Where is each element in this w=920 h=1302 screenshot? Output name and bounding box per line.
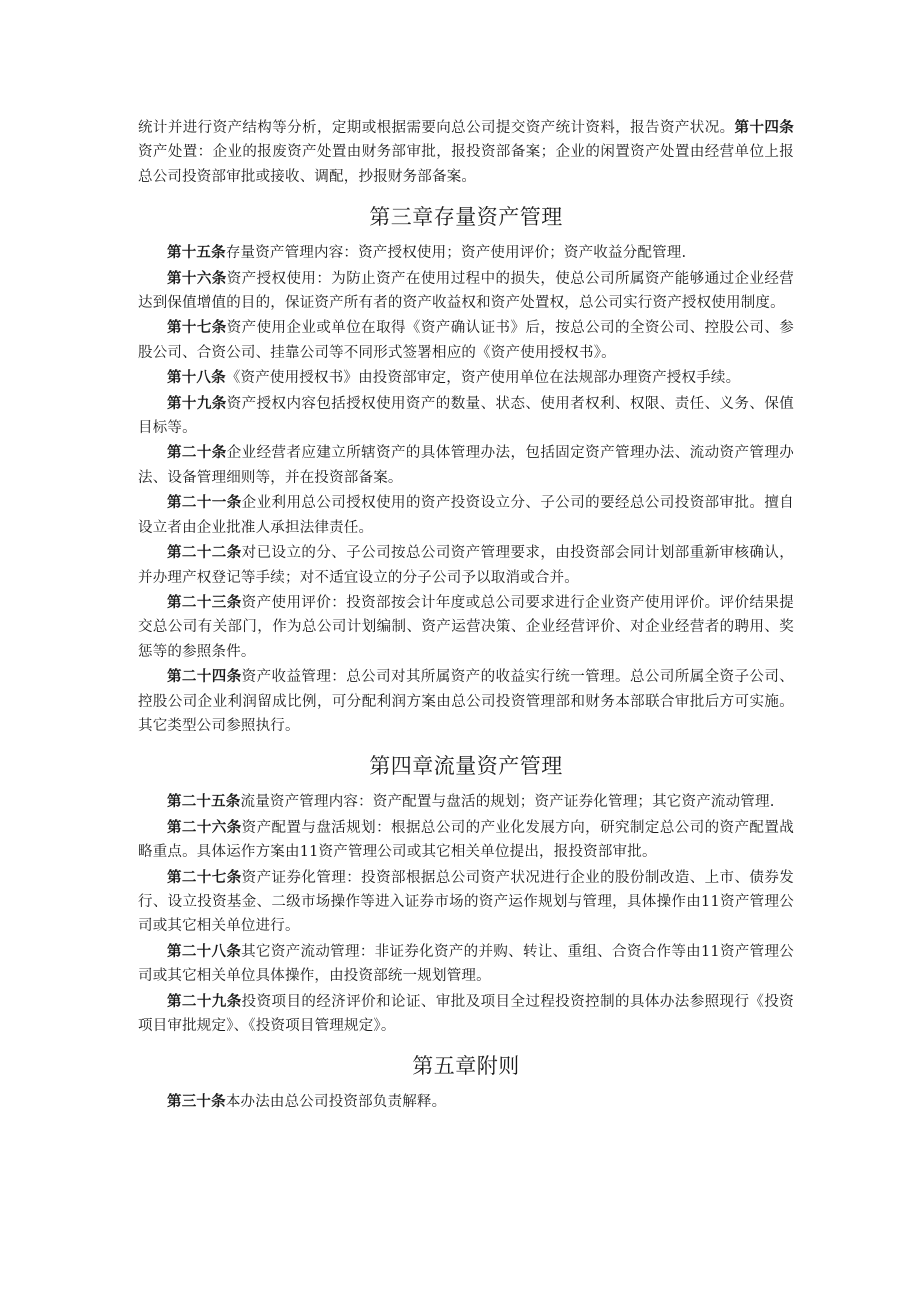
article-label: 第二十四条 [167,668,242,686]
article-16 [138,267,794,316]
article-label: 第十八条 [167,369,226,387]
article-label: 第二十条 [167,444,227,462]
article-29 [138,990,794,1039]
article-label: 第二十三条 [167,593,242,611]
article-text: 资产使用企业或单位在取得《资产确认证书》后，按总公司的全资公司、控股公司、参股公司、合资公司、挂靠公司等不同形式签署相应的《资产使用授权书》。 [138,320,794,361]
article-23 [138,591,794,664]
article-text: 资产收益管理：总公司对其所属资产的收益实行统一管理。总公司所属全资子公司、控股公司企业利润留成比例，可分配利润方案由总公司投资管理部和财务本部联合审批后方可实施。其它类型公司参照执行。 [138,669,794,734]
article-28 [138,940,794,989]
article-26 [138,816,794,865]
article-text: 本办法由总公司投资部负责解释。 [225,1094,447,1111]
intro-text: 统计并进行资产结构等分析，定期或根据需要向总公司提交资产统计资料，报告资产状况。 [138,120,735,136]
document-body [138,116,794,1116]
article-text: 资产授权内容包括授权使用资产的数量、状态、使用者权利、权限、责任、义务、保值目标等。 [138,395,794,437]
article-label: 第二十一条 [167,494,242,512]
article-24 [138,665,794,738]
article-30 [138,1090,794,1114]
article-label: 第二十二条 [167,544,242,562]
article-15 [138,241,794,265]
article-25 [138,790,794,814]
article-text: 资产授权使用：为防止资产在使用过程中的损失，使总公司所属资产能够通过企业经营达到保值增值的目的，保证资产所有者的资产收益权和资产处置权，总公司实行资产授权使用制度。 [138,270,794,312]
chapter-5-title: 第五章附则 [412,1054,520,1079]
article-text: 投资项目的经济评价和论证、审批及项目全过程投资控制的具体办法参照现行《投资项目审批规定》、《投资项目管理规定》。 [138,993,794,1034]
article-text: 其它资产流动管理：非证券化资产的并购、转让、重组、合资合作等由11资产管理公司或其它相关单位具体操作，由投资部统一规划管理。 [138,943,794,985]
article-label: 第二十九条 [167,992,242,1010]
chapter-3-title: 第三章存量资产管理 [369,205,563,230]
article-text: 企业经营者应建立所辖资产的具体管理办法，包括固定资产管理办法、流动资产管理办法、设备管理细则等，并在投资部备案。 [138,445,794,486]
article-text: 对已设立的分、子公司按总公司资产管理要求，由投资部会同计划部重新审核确认，并办理产权登记等手续；对不适宜设立的分子公司予以取消或合并。 [138,545,794,586]
article-text: 资产配置与盘活规划：根据总公司的产业化发展方向，研究制定总公司的资产配置战略重点。具体运作方案由11资产管理公司或其它相关单位提出，报投资部审批。 [138,819,794,861]
article-label: 第三十条 [167,1093,226,1111]
article-text: 《资产使用授权书》由投资部审定，资产使用单位在法规部办理资产授权手续。 [225,370,741,387]
article-27 [138,866,794,939]
article-21 [138,491,794,540]
article-text: 企业利用总公司授权使用的资产投资设立分、子公司的要经总公司投资部审批。擅自设立者由企业批准人承担法律责任。 [138,495,794,536]
article-label: 第二十六条 [167,818,242,836]
article-label: 第二十八条 [167,942,242,960]
article-label: 第十九条 [167,394,227,412]
intro-paragraph [138,116,794,189]
article-19 [138,392,794,441]
article-text: 资产使用评价：投资部按会计年度或总公司要求进行企业资产使用评价。评价结果提交总公司有关部门，作为总公司计划编制、资产运营决策、企业经营评价、对企业经营者的聘用、奖惩等的参照条件。 [138,594,794,660]
chapter-4-title: 第四章流量资产管理 [369,754,563,779]
article-label: 第十五条 [167,244,226,262]
article-17 [138,316,794,365]
article-22 [138,541,794,590]
article-text: 资产证券化管理：投资部根据总公司资产状况进行企业的股份制改造、上市、债券发行、设立投资基金、二级市场操作等进入证券市场的资产运作规划与管理，具体操作由11资产管理公司或其它相关单位进行。 [138,869,794,935]
article-20 [138,441,794,490]
article-text: 资产处置：企业的报废资产处置由财务部审批，报投资部备案；企业的闲置资产处置由经营单位上报总公司投资部审批或接收、调配，抄报财务部备案。 [138,144,794,185]
article-label: 第十七条 [167,319,227,337]
article-text: 存量资产管理内容：资产授权使用；资产使用评价；资产收益分配管理. [225,245,687,262]
article-text: 流量资产管理内容：资产配置与盘活的规划；资产证券化管理；其它资产流动管理. [240,794,775,811]
article-label: 第十六条 [167,269,227,287]
article-label: 第二十五条 [167,793,241,811]
article-18 [138,366,794,390]
article-label: 第二十七条 [167,868,242,886]
article-label: 第十四条 [734,119,794,136]
